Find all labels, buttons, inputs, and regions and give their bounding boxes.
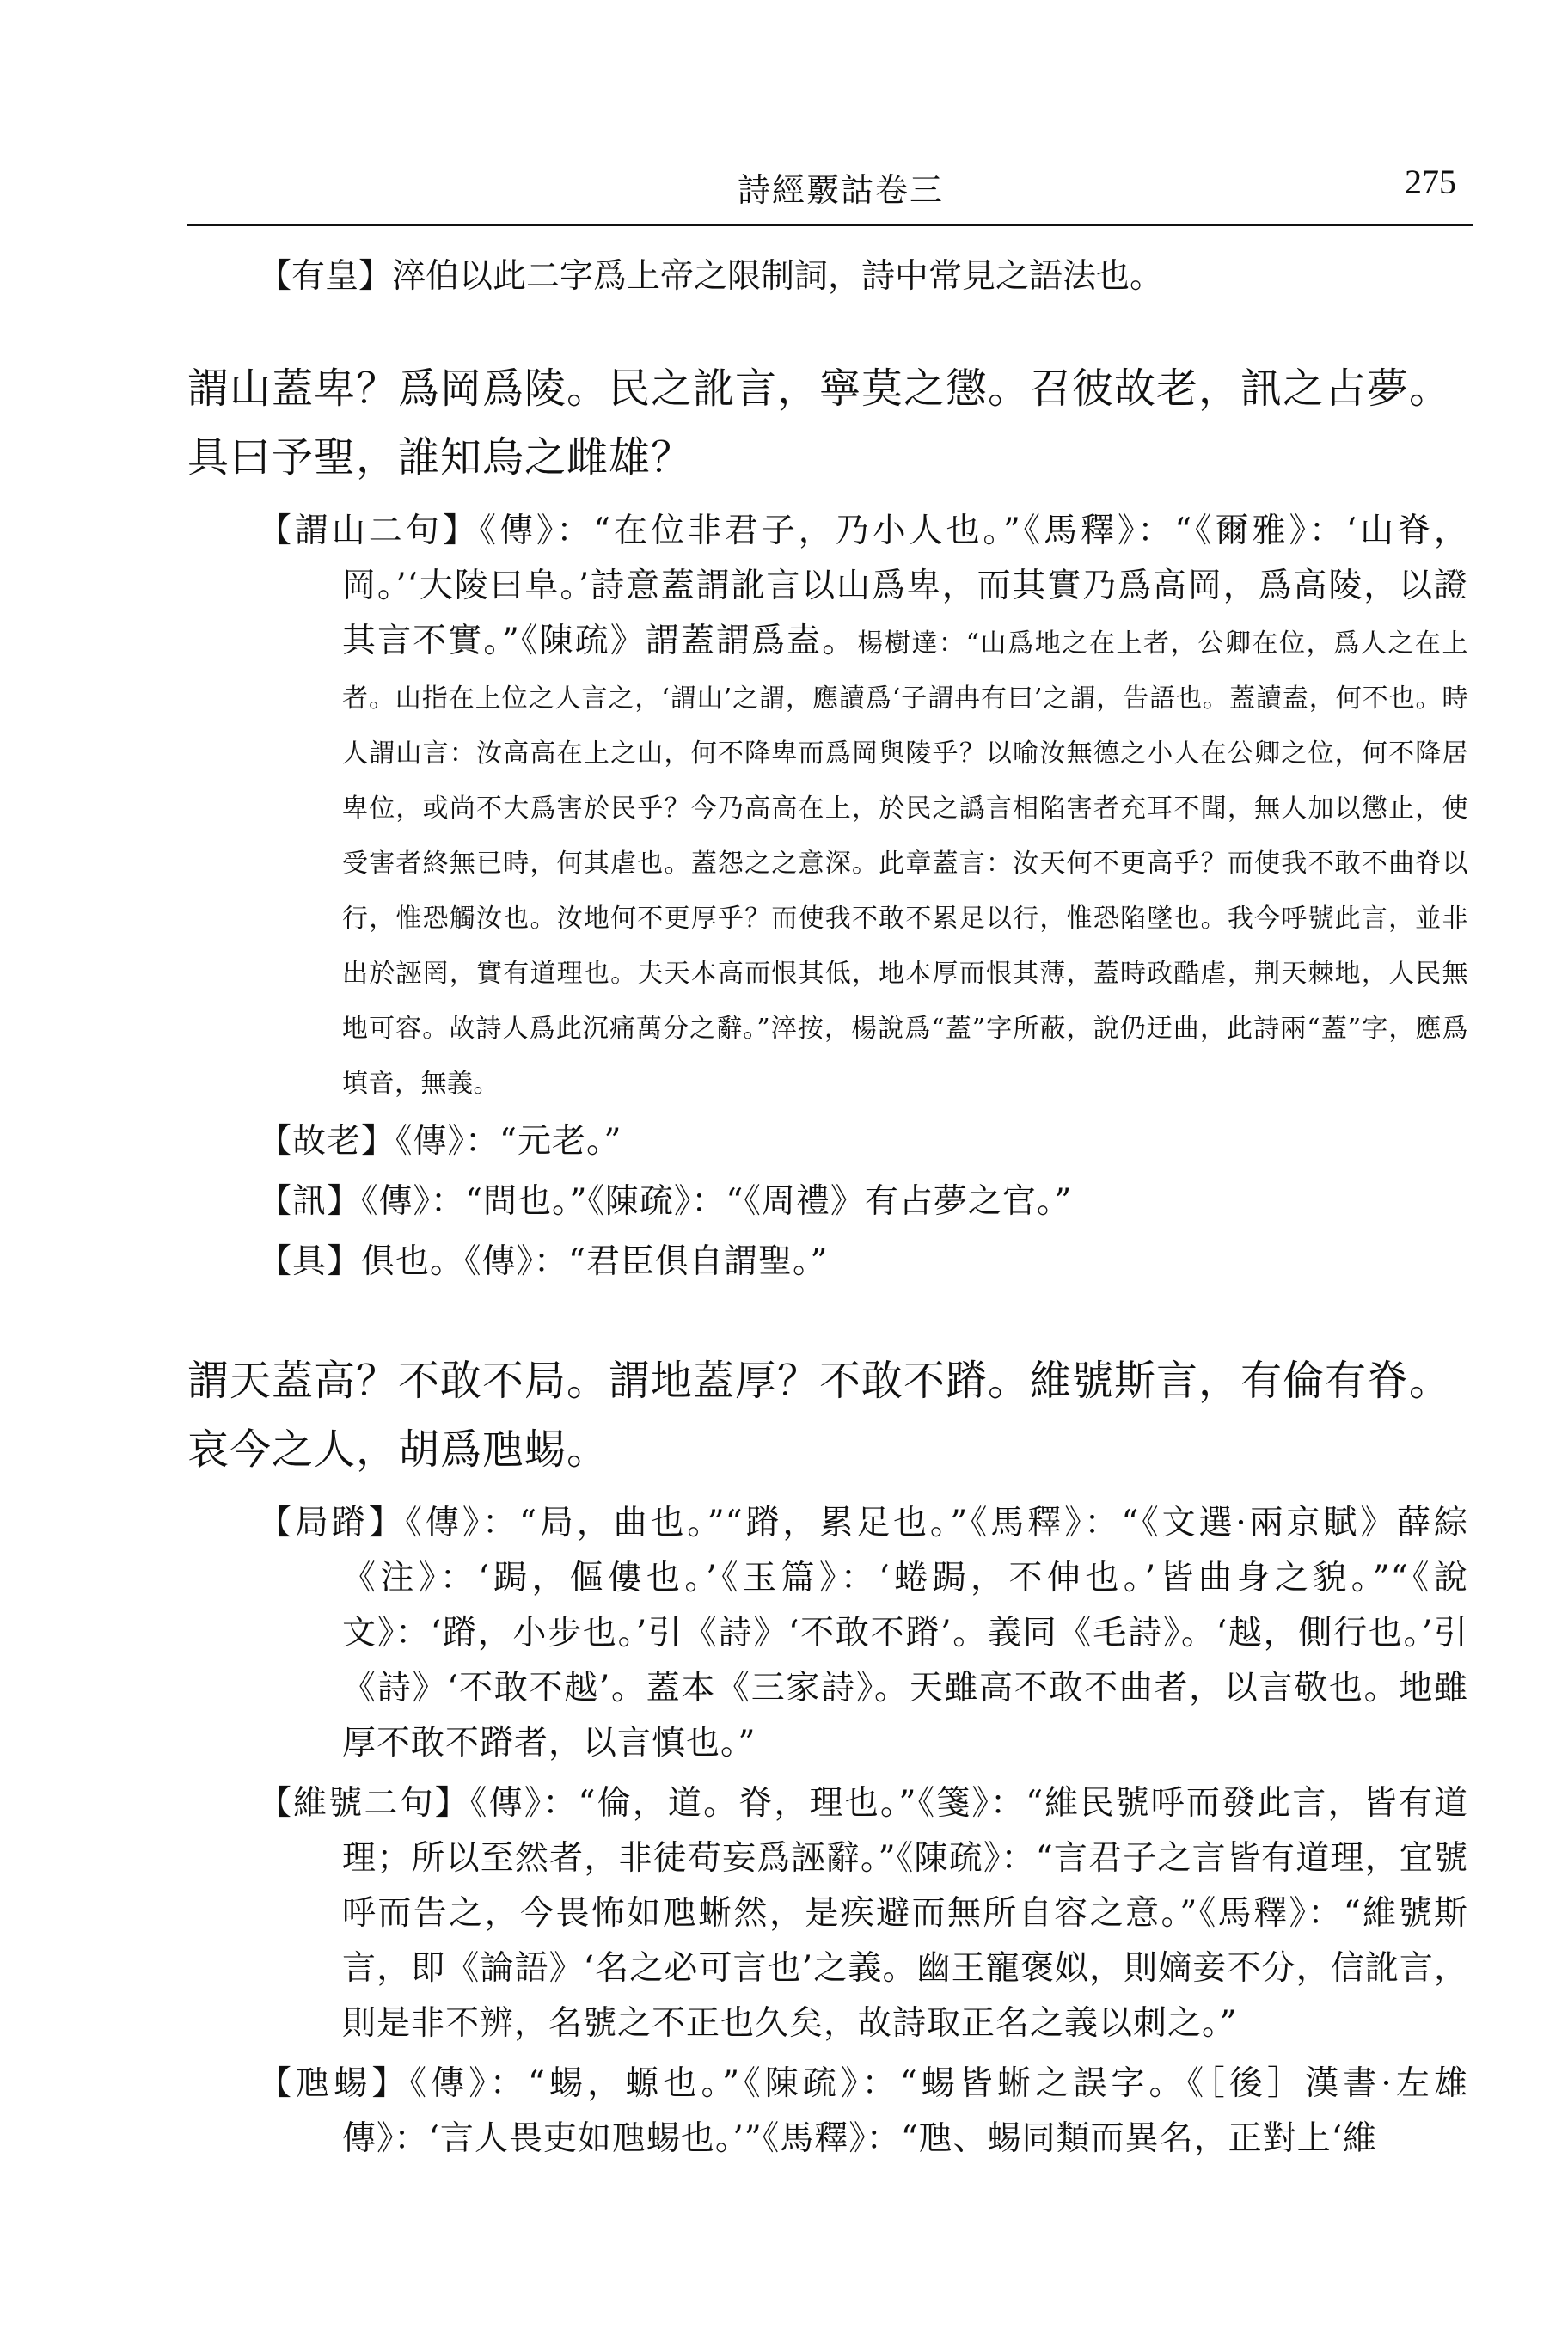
note-small-text: 楊樹達：“山爲地之在上者，公卿在位，爲人之在上者。山指在上位之人言之，‘謂山’之謂，應讀爲‘子謂冉有曰’之謂，告語也。蓋讀盍，何不也。時人謂山言：汝高高在上之山，何不降卑而爲岡與陵乎？以喻汝無德之小人在公卿之位，何不降居卑位，或尚不大爲害於民乎？今乃高高在上，於民之譌言相陷害者充耳不聞，無人加以懲止，使受害者終無已時，何其虐也。蓋怨之之意深。此章蓋言：汝天何不更高乎？而使我不敢不曲脊以行，惟恐觸汝也。汝地何不更厚乎？而使我不敢不累足以行，惟恐陷墜也。我今呼號此言，並非出於誣罔，實有道理也。夫天本高而恨其低，地本厚而恨其薄，蓋時政酷虐，荆天棘地，人民無地可容。故詩人爲此沉痛萬分之辭。”淬按，楊說爲“蓋”字所蔽，說仍迂曲，此詩兩“蓋”字，應爲填音，無義。 [342,628,1468,1099]
page-header [187,155,1473,226]
note-item: 【維號二句】《傳》：“倫，道。脊，理也。”《箋》：“維民號呼而發此言，皆有道理；所以至然者，非徒苟妄爲誣辭。”《陳疏》：“言君子之言皆有道理，宜號呼而告之，今畏怖如虺蜥然，是疾避而無所自容之意。”《馬釋》：“維號斯言，即《論語》‘名之必可言也’之義。幽王寵褒姒，則嫡妾不分，信訛言，則是非不辨，名號之不正也久矣，故詩取正名之義以刺之。” [258,1784,1468,2043]
note-item: 【虺蜴】《傳》：“蜴，螈也。”《陳疏》：“蜴皆蜥之誤字。《［後］漢書·左雄傳》：‘言人畏吏如虺蜴也。’”《馬釋》：“虺、蜴同類而異名，正對上‘維 [258,2064,1468,2158]
notes-list [187,1496,1468,2167]
note-text: 【謂山二句】《傳》：“在位非君子，乃小人也。”《馬釋》：“《爾雅》：‘山脊，岡。’‘大陵曰阜。’詩意蓋謂訛言以山爲卑，而其實乃爲高岡，爲高陵，以證其言不實。”《陳疏》謂蓋謂爲盍。 [258,512,1468,660]
verse-text: 謂山蓋卑？爲岡爲陵。民之訛言，寧莫之懲。召彼故老，訊之占夢。具曰予聖，誰知烏之雌雄？ [187,365,1452,481]
note-item: 【局蹐】《傳》：“局，曲也。”“蹐，累足也。”《馬釋》：“《文選·兩京賦》薛綜《注》：‘跼，傴僂也。’《玉篇》：‘蜷跼，不伸也。’皆曲身之貌。”“《說文》：‘蹐，小步也。’引《詩》‘不敢不蹐’。義同《毛詩》。‘越，側行也。’引《詩》‘不敢不越’。蓋本《三家詩》。天雖高不敢不曲者，以言敬也。地雖厚不敢不蹐者，以言慎也。” [258,1504,1468,1763]
page-number: 275 [1405,162,1456,201]
note-item [258,504,1468,1109]
verse-text: 謂天蓋高？不敢不局。謂地蓋厚？不敢不蹐。維號斯言，有倫有脊。哀今之人，胡爲虺蜴。 [187,1357,1452,1474]
note-item: 【故老】《傳》：“元老。” [258,1122,622,1161]
note-item: 【具】俱也。《傳》：“君臣俱自謂聖。” [258,1242,829,1281]
lead-note: 【有皇】淬伯以此二字爲上帝之限制詞，詩中常見之語法也。 [258,257,1164,296]
running-title: 詩經覈詁卷三 [738,171,945,209]
notes-list [187,504,1468,1290]
section-2 [187,1346,1468,2167]
page-body [187,249,1468,2172]
section-gap [187,1295,1468,1346]
note-item: 【訊】《傳》：“問也。”《陳疏》：“《周禮》有占夢之官。” [258,1182,1073,1221]
section-1 [187,354,1468,1290]
